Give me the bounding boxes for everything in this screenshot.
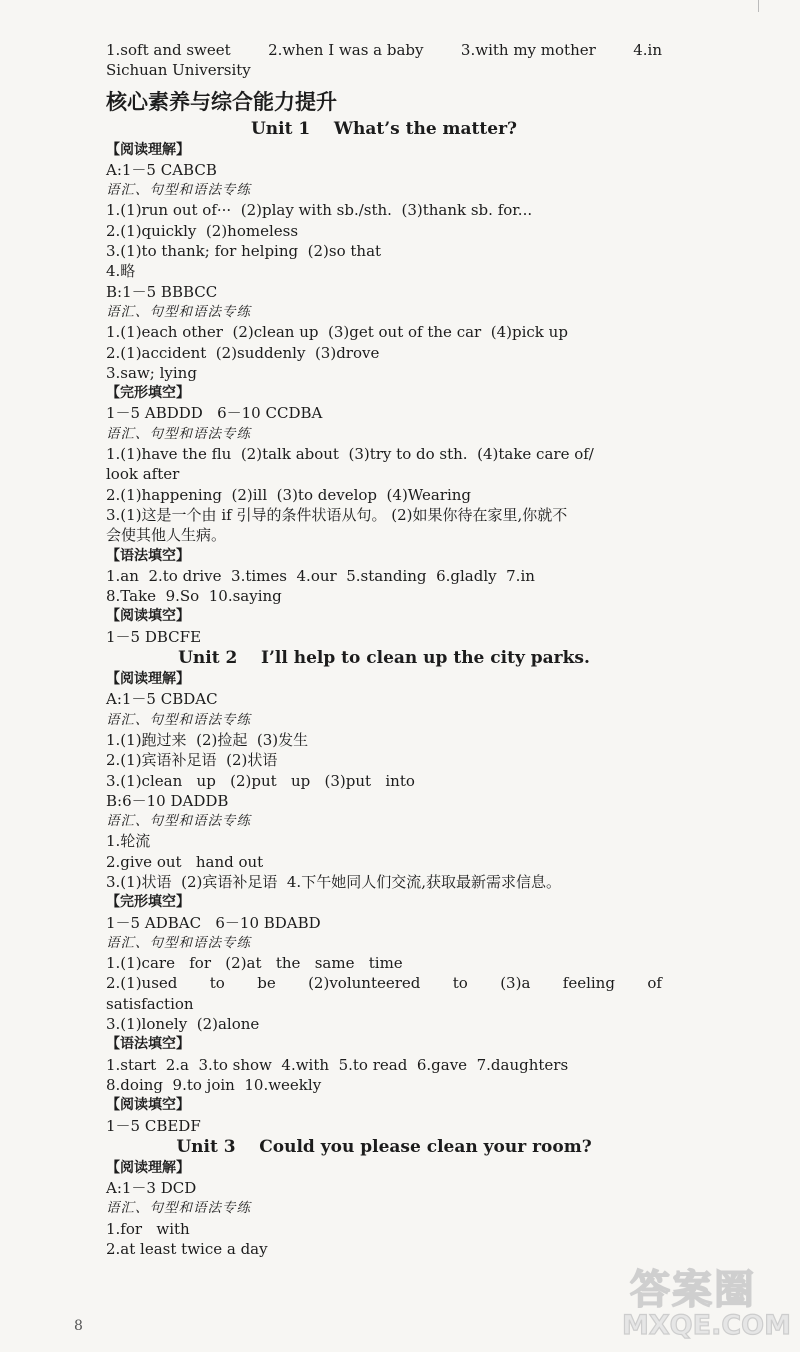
unit-title: Unit 3 Could you please clean your room? xyxy=(176,1136,592,1157)
section-label: 【完形填空】 xyxy=(106,894,190,911)
answer-line: 8.Take 9.So 10.saying xyxy=(106,587,282,606)
answer-item: 4.in xyxy=(633,41,662,59)
answer-line: 1.(1)run out of··· (2)play with sb./sth. (3)thank sb. for... xyxy=(106,201,533,220)
answer-line: A:1－5 CABCB xyxy=(106,160,217,179)
answer-line: 会使其他人生病。 xyxy=(106,526,227,545)
answer-item: 1.soft and sweet xyxy=(106,41,231,59)
section-label: 【阅读理解】 xyxy=(106,141,190,158)
answer-item: to xyxy=(209,974,225,993)
answer-line: 2.at least twice a day xyxy=(106,1240,268,1259)
subsection-label: 语汇、句型和语法专练 xyxy=(106,1200,251,1217)
subsection-label: 语汇、句型和语法专练 xyxy=(106,813,251,830)
answer-page xyxy=(106,40,662,1259)
answer-item: be xyxy=(257,974,276,993)
answer-line: B:1－5 BBBCC xyxy=(106,282,218,301)
answer-item: 2.(1)used xyxy=(106,974,178,993)
answer-line: 2.(1)accident (2)suddenly (3)drove xyxy=(106,343,380,362)
subsection-label: 语汇、句型和语法专练 xyxy=(106,303,251,320)
answer-line: B:6－10 DADDB xyxy=(106,791,229,810)
section-label: 【阅读填空】 xyxy=(106,608,190,625)
answer-line: satisfaction xyxy=(106,994,194,1013)
answer-line: 8.doing 9.to join 10.weekly xyxy=(106,1075,322,1094)
page-number: 8 xyxy=(74,1318,83,1334)
subsection-label: 语汇、句型和语法专练 xyxy=(106,934,251,951)
answer-line: 2.give out hand out xyxy=(106,852,264,871)
answer-line: look after xyxy=(106,465,180,484)
subsection-label: 语汇、句型和语法专练 xyxy=(106,711,251,728)
answer-item: of xyxy=(647,974,662,993)
answer-item: feeling xyxy=(562,974,615,993)
answer-line: 1.(1)each other (2)clean up (3)get out of the car (4)pick up xyxy=(106,323,568,342)
answer-line: 1.(1)have the flu (2)talk about (3)try to do sth. (4)take care of/ xyxy=(106,445,594,464)
answer-line xyxy=(106,973,662,993)
answer-line: 1.(1)跑过来 (2)捡起 (3)发生 xyxy=(106,730,309,749)
answer-line: 1.for with xyxy=(106,1219,190,1238)
section-label: 【阅读理解】 xyxy=(106,1159,190,1176)
answer-line xyxy=(106,40,662,60)
section-label: 【语法填空】 xyxy=(106,1036,190,1053)
answer-line: 1.an 2.to drive 3.times 4.our 5.standing 6.gladly 7.in xyxy=(106,566,535,585)
answer-line: 3.(1)这是一个由 if 引导的条件状语从句。 (2)如果你待在家里,你就不 xyxy=(106,505,568,524)
answer-line: 1.轮流 xyxy=(106,832,151,851)
answer-line: Sichuan University xyxy=(106,61,251,80)
answer-line: 1－5 ABDDD 6－10 CCDBA xyxy=(106,404,323,423)
answer-item: to xyxy=(452,974,468,993)
answer-line: 4.略 xyxy=(106,262,136,281)
page-edge-mark xyxy=(758,0,759,12)
answer-item: 3.with my mother xyxy=(460,41,596,59)
answer-line: 1－5 ADBAC 6－10 BDABD xyxy=(106,913,321,932)
answer-line: 1.start 2.a 3.to show 4.with 5.to read 6.gave 7.daughters xyxy=(106,1055,569,1074)
answer-line: A:1－3 DCD xyxy=(106,1179,197,1198)
answer-line: 2.(1)宾语补足语 (2)状语 xyxy=(106,751,278,770)
answer-line: A:1－5 CBDAC xyxy=(106,690,218,709)
answer-line: 3.(1)lonely (2)alone xyxy=(106,1015,260,1034)
section-heading: 核心素养与综合能力提升 xyxy=(106,89,337,114)
answer-line: 3.saw; lying xyxy=(106,363,197,382)
answer-line: 2.(1)quickly (2)homeless xyxy=(106,221,299,240)
section-label: 【阅读理解】 xyxy=(106,671,190,688)
watermark-bottom-text: MXQE.COM xyxy=(622,1310,791,1341)
answer-line: 3.(1)to thank; for helping (2)so that xyxy=(106,242,382,261)
unit-title: Unit 2 I’ll help to clean up the city parks. xyxy=(178,648,590,669)
watermark-top-text: 答案圈 xyxy=(630,1267,756,1313)
answer-item: 2.when I was a baby xyxy=(268,41,424,59)
answer-item: (2)volunteered xyxy=(308,974,421,993)
watermark-logo xyxy=(618,1258,796,1348)
section-label: 【完形填空】 xyxy=(106,385,190,402)
subsection-label: 语汇、句型和语法专练 xyxy=(106,182,251,199)
answer-line: 1－5 CBEDF xyxy=(106,1116,201,1135)
answer-line: 1－5 DBCFE xyxy=(106,627,202,646)
section-label: 【阅读填空】 xyxy=(106,1097,190,1114)
answer-line: 3.(1)clean up (2)put up (3)put into xyxy=(106,771,415,790)
subsection-label: 语汇、句型和语法专练 xyxy=(106,425,251,442)
answer-line: 3.(1)状语 (2)宾语补足语 4.下午她同人们交流,获取最新需求信息。 xyxy=(106,872,561,891)
answer-line: 1.(1)care for (2)at the same time xyxy=(106,954,403,973)
answer-line: 2.(1)happening (2)ill (3)to develop (4)Wearing xyxy=(106,485,472,504)
section-label: 【语法填空】 xyxy=(106,547,190,564)
answer-item: (3)a xyxy=(500,974,531,993)
unit-title: Unit 1 What’s the matter? xyxy=(250,118,518,139)
